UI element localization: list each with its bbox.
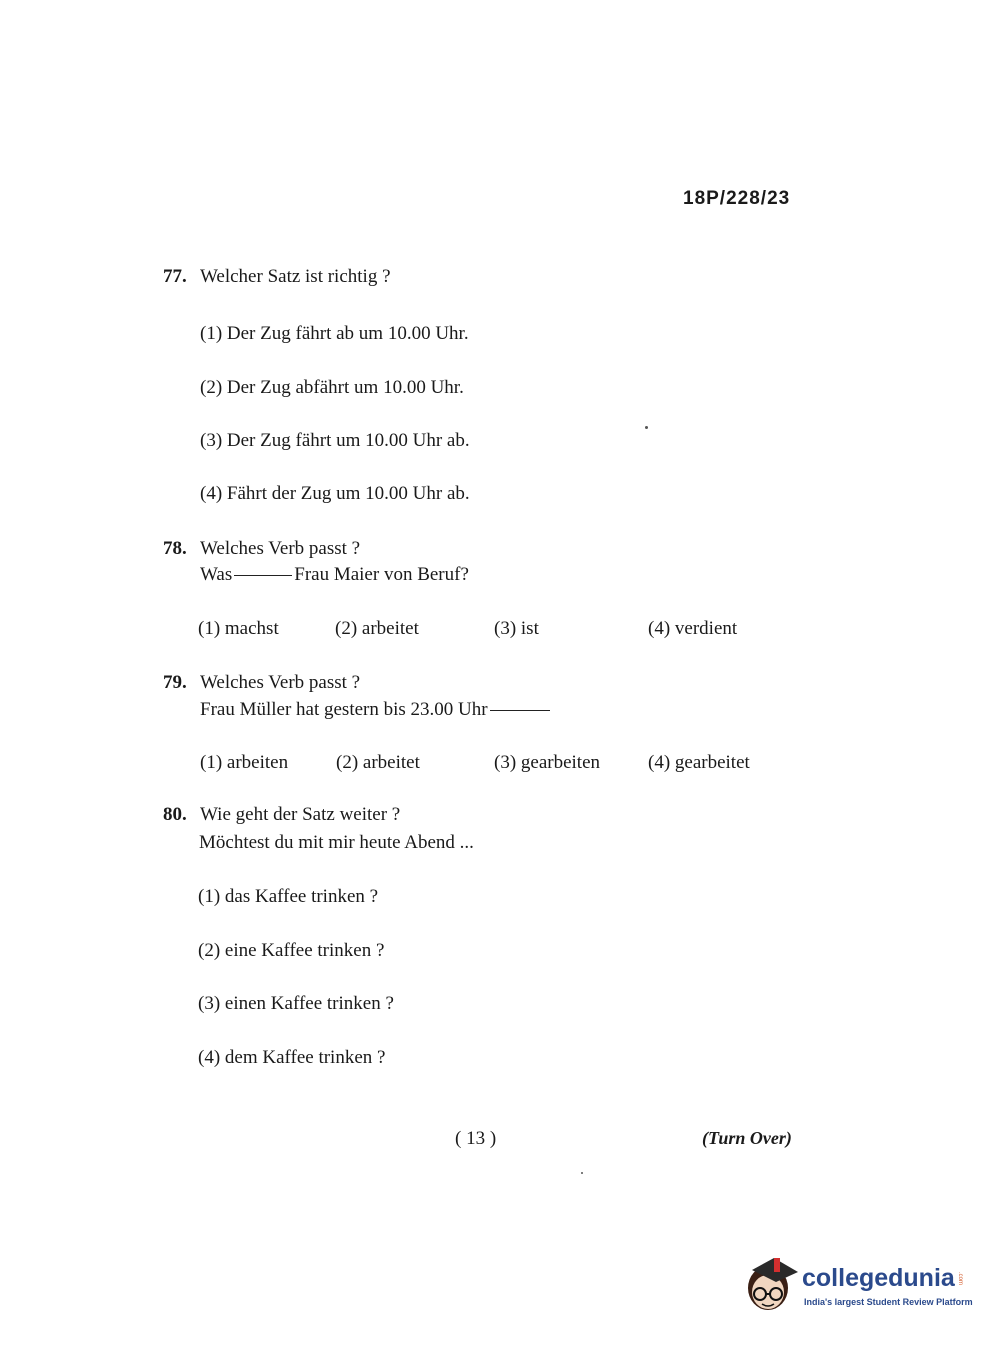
paper-code: 18P/228/23 [683, 188, 791, 209]
option-80-4: (4) dem Kaffee trinken ? [198, 1047, 386, 1068]
option-79-3: (3) gearbeiten [494, 752, 601, 773]
question-78-sentence [200, 562, 469, 588]
question-79-sentence [200, 697, 552, 723]
question-stem: Welcher Satz ist richtig ? [200, 266, 391, 287]
sentence-start: Frau Müller hat gestern bis 23.00 Uhr [200, 699, 488, 720]
option-80-2: (2) eine Kaffee trinken ? [198, 940, 385, 961]
turn-over-label: (Turn Over) [702, 1128, 792, 1148]
question-number: 79. [163, 672, 187, 693]
sentence-start: Was [200, 564, 233, 585]
option-79-4: (4) gearbeitet [648, 752, 750, 773]
fill-blank [234, 575, 292, 576]
mascot-icon [744, 1252, 800, 1314]
scan-speck [645, 426, 648, 429]
page-number: ( 13 ) [455, 1128, 497, 1149]
option-78-4: (4) verdient [648, 618, 738, 639]
question-79 [163, 670, 360, 696]
question-stem: Wie geht der Satz weiter ? [200, 804, 401, 825]
brand-tagline: India's largest Student Review Platform [804, 1297, 973, 1307]
option-77-2: (2) Der Zug abfährt um 10.00 Uhr. [200, 377, 464, 398]
question-78 [163, 536, 360, 562]
question-number: 78. [163, 538, 187, 559]
brand-domain: .com [957, 1272, 963, 1286]
option-78-2: (2) arbeitet [335, 618, 419, 639]
collegedunia-logo [744, 1250, 973, 1320]
option-80-3: (3) einen Kaffee trinken ? [198, 993, 394, 1014]
option-78-3: (3) ist [494, 618, 539, 639]
brand-name: collegedunia [802, 1264, 955, 1292]
option-77-3: (3) Der Zug fährt um 10.00 Uhr ab. [200, 430, 470, 451]
question-80 [163, 802, 400, 828]
question-80-sentence: Möchtest du mit mir heute Abend ... [199, 832, 474, 853]
fill-blank [490, 710, 550, 711]
option-77-4: (4) Fährt der Zug um 10.00 Uhr ab. [200, 483, 470, 504]
question-stem: Welches Verb passt ? [200, 538, 361, 559]
scan-speck [581, 1172, 583, 1174]
option-79-1: (1) arbeiten [200, 752, 289, 773]
question-77 [163, 264, 391, 290]
option-78-1: (1) machst [198, 618, 279, 639]
question-stem: Welches Verb passt ? [200, 672, 361, 693]
question-number: 80. [163, 804, 187, 825]
option-79-2: (2) arbeitet [336, 752, 420, 773]
question-number: 77. [163, 266, 187, 287]
option-80-1: (1) das Kaffee trinken ? [198, 886, 379, 907]
sentence-end: Frau Maier von Beruf? [294, 564, 469, 585]
option-77-1: (1) Der Zug fährt ab um 10.00 Uhr. [200, 323, 469, 344]
